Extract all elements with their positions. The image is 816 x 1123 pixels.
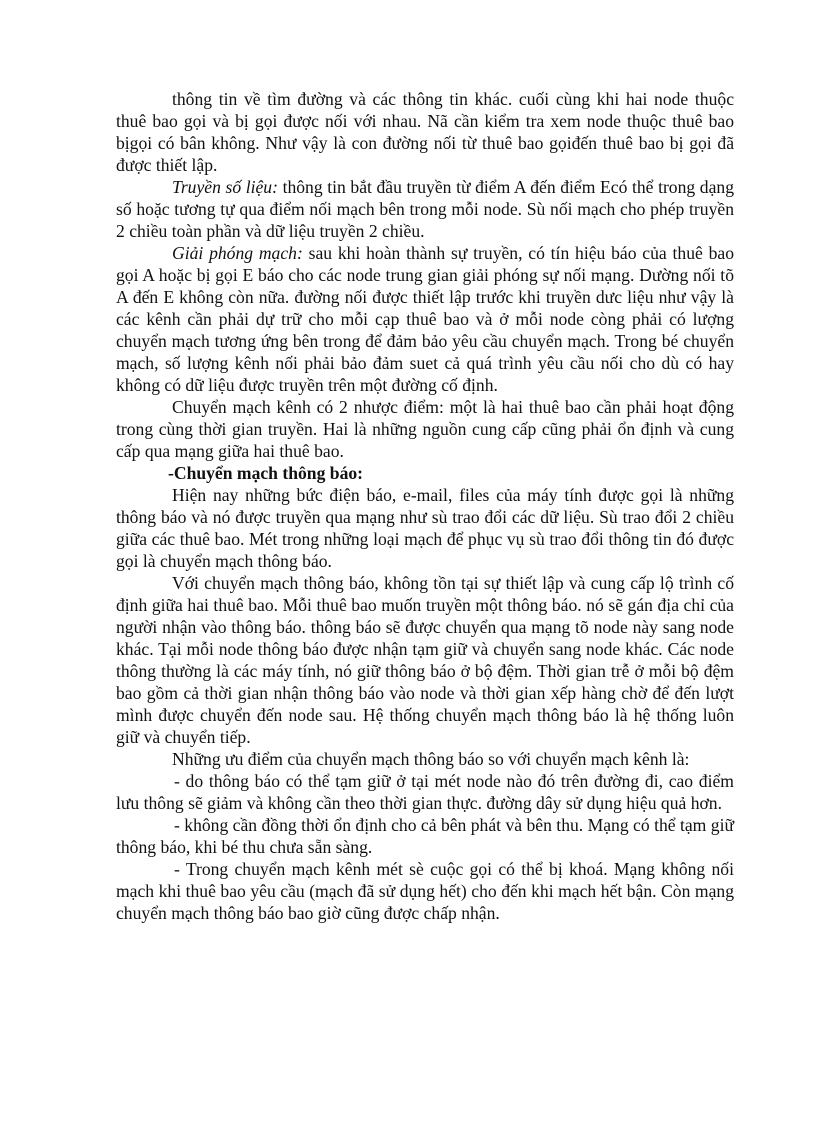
- heading-text: -Chuyển mạch thông báo:: [168, 463, 364, 483]
- paragraph-data-transfer: [116, 176, 734, 242]
- paragraph-text: Hiện nay những bức điện báo, e-mail, files của máy tính được gọi là những thông báo và nó được truyền qua mạng như sù trao đổi các dữ liệu. Sù trao đổi 2 chiều giữa các thuê bao. Mét trong những loại mạch để phục vụ sù trao đổi thông tin đó được gọi là chuyển mạch thông báo.: [116, 485, 734, 571]
- bullet-item: [116, 770, 734, 814]
- bullet-item: [116, 814, 734, 858]
- bullet-text: - không cần đồng thời ổn định cho cả bên phát và bên thu. Mạng có thể tạm giữ thông báo, khi bé thu chưa sẵn sàng.: [116, 815, 734, 857]
- paragraph-message-definition: [116, 484, 734, 572]
- paragraph-advantages-intro: [116, 748, 734, 770]
- paragraph-lead: Giải phóng mạch:: [172, 243, 303, 263]
- body-text: [116, 88, 734, 924]
- paragraph-text: sau khi hoàn thành sự truyền, có tín hiệu báo của thuê bao gọi A hoặc bị gọi E báo cho các node trung gian giải phóng sự nối mạng. Dường nối tõ A đến E không còn nữa. đường nối được thiết lập trước khi truyền dưc liệu như vậy là các kênh cần phải dự trữ cho mỗi cạp thuê bao và ở mỗi node còng phải có lượng chuyển mạch tương ứng bên trong để đảm bảo yêu cầu chuyển mạch. Trong bé chuyển mạch, số lượng kênh nối phải bảo đảm suet cả quá trình yêu cầu nối cho dù có hay không có dữ liệu được truyền trên một đường cố định.: [116, 243, 734, 395]
- bullet-item: [116, 858, 734, 924]
- paragraph-text: Những ưu điểm của chuyển mạch thông báo so với chuyển mạch kênh là:: [172, 749, 690, 769]
- paragraph-text: thông tin bắt đầu truyền từ điểm A đến điểm Ecó thể trong dạng số hoặc tương tự qua điểm nối mạch bên trong mỗi node. Sù nối mạch cho phép truyền 2 chiều toàn phần và dữ liệu truyền 2 chiều.: [116, 177, 735, 241]
- paragraph-route-setup: [116, 88, 734, 176]
- bullet-text: - do thông báo có thể tạm giữ ở tại mét node nào đó trên đường đi, cao điểm lưu thông sẽ giảm và không cần theo thời gian thực. đường dây sử dụng hiệu quả hơn.: [116, 771, 734, 813]
- paragraph-text: Chuyển mạch kênh có 2 nhược điểm: một là hai thuê bao cần phải hoạt động trong cùng thời gian truyền. Hai là những nguồn cung cấp cũng phải ổn định và cung cấp qua mạng giữa hai thuê bao.: [116, 397, 734, 461]
- paragraph-circuit-release: [116, 242, 734, 396]
- bullet-text: - Trong chuyển mạch kênh mét sè cuộc gọi có thể bị khoá. Mạng không nối mạch khi thuê bao yêu cầu (mạch đã sử dụng hết) cho đến khi mạch hết bận. Còn mạng chuyển mạch thông báo bao giờ cũng được chấp nhận.: [116, 859, 734, 923]
- paragraph-text: Với chuyển mạch thông báo, không tồn tại sự thiết lập và cung cấp lộ trình cố định giữa hai thuê bao. Mỗi thuê bao muốn truyền một thông báo. nó sẽ gán địa chỉ của người nhận vào thông báo. thông báo sẽ được chuyển qua mạng tõ node này sang node khác. Tại mỗi node thông báo được nhận tạm giữ và chuyển sang node khác. Các node thông thường là các máy tính, nó giữ thông báo ở bộ đệm. Thời gian trễ ở mỗi bộ đệm bao gồm cả thời gian nhận thông báo vào node và thời gian xếp hàng chờ để đến lượt mình được chuyển đến node sau. Hệ thống chuyển mạch thông báo là hệ thống luôn giữ và chuyển tiếp.: [116, 573, 734, 747]
- paragraph-message-switching: [116, 572, 734, 748]
- paragraph-lead: Truyền số liệu:: [172, 177, 278, 197]
- section-heading: [116, 462, 734, 484]
- paragraph-circuit-drawbacks: [116, 396, 734, 462]
- paragraph-text: thông tin về tìm đường và các thông tin khác. cuối cùng khi hai node thuộc thuê bao gọi và bị gọi được nối với nhau. Nã cần kiểm tra xem node thuộc thuê bao bịgọi có bân không. Như vậy là con đường nối từ thuê bao gọiđến thuê bao bị gọi đã được thiết lập.: [116, 89, 734, 175]
